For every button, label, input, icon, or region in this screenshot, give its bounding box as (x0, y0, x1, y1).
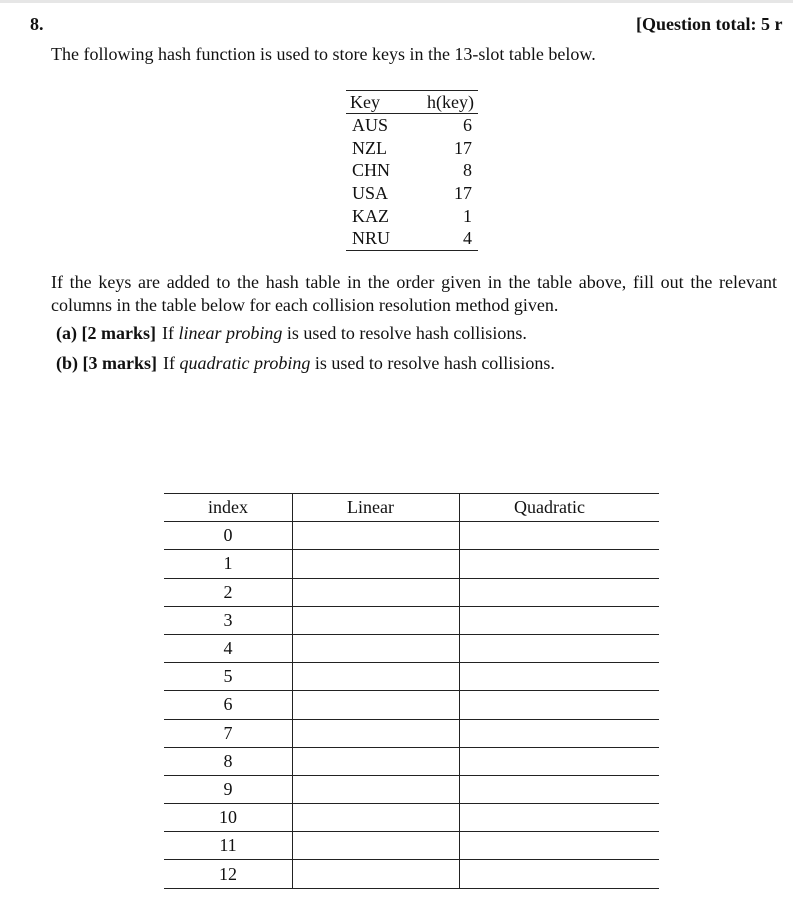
part-b-label: (b) [3 marks] (56, 353, 157, 373)
key-table-row (346, 204, 478, 227)
hash-value-cell: 8 (463, 160, 472, 181)
linear-answer-cell[interactable] (293, 578, 460, 606)
linear-answer-cell[interactable] (293, 860, 460, 888)
key-cell: NZL (352, 137, 387, 158)
quadratic-answer-cell[interactable] (460, 832, 660, 860)
hash-value-cell: 4 (463, 228, 472, 249)
index-cell: 6 (164, 691, 293, 719)
part-a-label: (a) [2 marks] (56, 323, 156, 343)
linear-answer-cell[interactable] (293, 634, 460, 662)
linear-answer-cell[interactable] (293, 550, 460, 578)
part-b-method: quadratic probing (179, 353, 311, 373)
hash-table-row (164, 578, 659, 606)
hash-table-row (164, 719, 659, 747)
hash-table-row (164, 663, 659, 691)
hash-table-header (164, 494, 659, 522)
key-cell: KAZ (352, 205, 389, 226)
quadratic-answer-cell[interactable] (460, 550, 660, 578)
part-a-method: linear probing (178, 323, 283, 343)
index-cell: 7 (164, 719, 293, 747)
quadratic-answer-cell[interactable] (460, 522, 660, 550)
hash-table-row (164, 832, 659, 860)
index-cell: 3 (164, 606, 293, 634)
question-intro: The following hash function is used to store keys in the 13-slot table below. (51, 44, 596, 64)
index-cell: 2 (164, 578, 293, 606)
quadratic-header: Quadratic (460, 494, 660, 522)
quadratic-answer-cell[interactable] (460, 606, 660, 634)
key-table-row (346, 159, 478, 182)
hash-table-row (164, 606, 659, 634)
linear-answer-cell[interactable] (293, 719, 460, 747)
part-a: (a) [2 marks] If linear probing is used to resolve hash collisions. (56, 323, 527, 343)
hash-table-row (164, 804, 659, 832)
key-table-row (346, 137, 478, 160)
linear-header: Linear (293, 494, 460, 522)
quadratic-answer-cell[interactable] (460, 578, 660, 606)
hash-value-cell: 1 (463, 205, 472, 226)
index-cell: 4 (164, 634, 293, 662)
index-cell: 8 (164, 747, 293, 775)
hash-table-row (164, 860, 659, 888)
index-cell: 11 (164, 832, 293, 860)
index-cell: 10 (164, 804, 293, 832)
linear-answer-cell[interactable] (293, 522, 460, 550)
quadratic-answer-cell[interactable] (460, 775, 660, 803)
index-cell: 1 (164, 550, 293, 578)
hash-header: h(key) (409, 91, 478, 114)
hash-value-cell: 17 (454, 183, 472, 204)
quadratic-answer-cell[interactable] (460, 804, 660, 832)
quadratic-answer-cell[interactable] (460, 663, 660, 691)
linear-answer-cell[interactable] (293, 691, 460, 719)
key-header: Key (346, 91, 409, 114)
part-b: (b) [3 marks] If quadratic probing is used to resolve hash collisions. (56, 353, 555, 373)
hash-table-row (164, 634, 659, 662)
key-cell: AUS (352, 115, 389, 136)
quadratic-answer-cell[interactable] (460, 747, 660, 775)
instructions-paragraph: If the keys are added to the hash table in the order given in the table above, fill out the relevant columns in the table below for each collision resolution method given. (51, 272, 777, 315)
hash-table-row (164, 775, 659, 803)
quadratic-answer-cell[interactable] (460, 634, 660, 662)
index-cell: 12 (164, 860, 293, 888)
quadratic-answer-cell[interactable] (460, 719, 660, 747)
quadratic-answer-cell[interactable] (460, 691, 660, 719)
key-table-header (346, 91, 478, 114)
index-header: index (164, 494, 293, 522)
key-table-row (346, 227, 478, 250)
hash-value-cell: 6 (463, 115, 472, 136)
hash-table (164, 493, 659, 889)
key-cell: CHN (352, 160, 391, 181)
index-cell: 5 (164, 663, 293, 691)
linear-answer-cell[interactable] (293, 804, 460, 832)
index-cell: 9 (164, 775, 293, 803)
key-cell: NRU (352, 228, 391, 249)
hash-table-row (164, 691, 659, 719)
linear-answer-cell[interactable] (293, 747, 460, 775)
question-number: 8. (30, 14, 44, 34)
top-divider (0, 0, 793, 3)
hash-value-cell: 17 (454, 137, 472, 158)
key-hash-table (346, 90, 478, 251)
hash-table-row (164, 747, 659, 775)
question-total: [Question total: 5 r (636, 14, 783, 34)
linear-answer-cell[interactable] (293, 606, 460, 634)
linear-answer-cell[interactable] (293, 832, 460, 860)
hash-table-row (164, 550, 659, 578)
quadratic-answer-cell[interactable] (460, 860, 660, 888)
key-table-row (346, 114, 478, 137)
key-cell: USA (352, 183, 389, 204)
index-cell: 0 (164, 522, 293, 550)
linear-answer-cell[interactable] (293, 775, 460, 803)
hash-table-row (164, 522, 659, 550)
linear-answer-cell[interactable] (293, 663, 460, 691)
key-table-row (346, 182, 478, 205)
